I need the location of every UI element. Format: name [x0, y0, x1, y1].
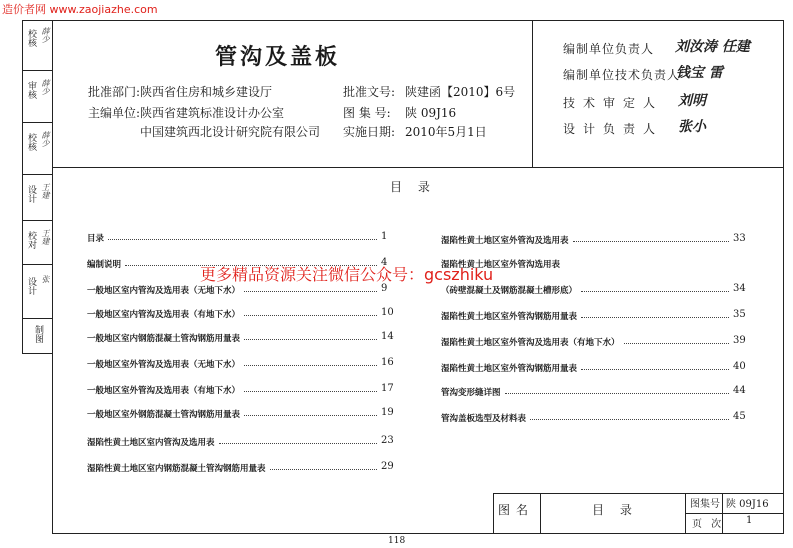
toc-entry-label[interactable]: 湿陷性黄土地区室内钢筋混凝土管沟钢筋用量表	[87, 464, 266, 474]
header-vertical-divider	[532, 21, 533, 167]
toc-leader	[505, 393, 729, 394]
toc-entry-label[interactable]: （砖壁混凝土及钢筋混凝土槽形底）	[441, 286, 578, 296]
toc-heading: 目 录	[390, 180, 436, 194]
margin-cell	[23, 221, 52, 265]
footer-line	[540, 493, 541, 533]
toc-leader	[581, 291, 729, 292]
footer-page-value: 1	[746, 515, 753, 526]
toc-entry-label[interactable]: 湿陷性黄土地区室外管沟钢筋用量表	[441, 364, 578, 374]
margin-signature: 王建	[41, 183, 50, 199]
approve-doc: 陕建函【2010】6号	[405, 85, 516, 99]
toc-entry-page[interactable]: 23	[381, 435, 394, 446]
editor-unit-1: 陕西省建筑标准设计办公室	[140, 106, 285, 120]
toc-entry-label[interactable]: 管沟盖板选型及材料表	[441, 414, 527, 424]
toc-entry-label[interactable]: 一般地区室内管沟及选用表（无地下水）	[87, 286, 241, 296]
atlas-label: 图 集 号:	[343, 106, 391, 120]
responsible-signature: 钱宝 雷	[676, 65, 723, 81]
margin-label: 校核	[26, 29, 36, 47]
toc-leader	[530, 419, 729, 420]
toc-leader	[244, 365, 377, 366]
toc-entry-page[interactable]: 4	[381, 257, 388, 268]
toc-entry-page[interactable]: 44	[733, 385, 746, 396]
margin-signature: 薛少	[41, 27, 50, 43]
toc-entry-page[interactable]: 9	[381, 283, 388, 294]
margin-label: 设计	[26, 277, 36, 295]
margin-label: 校对	[26, 231, 36, 249]
editor-unit-2: 中国建筑西北设计研究院有限公司	[140, 125, 321, 139]
margin-label: 设计	[26, 185, 36, 203]
toc-entry-label[interactable]: 管沟变形缝详图	[441, 388, 501, 398]
margin-cell	[23, 123, 52, 175]
toc-leader	[624, 343, 729, 344]
footer-atlas-label: 图集号	[690, 499, 720, 510]
header-divider	[53, 167, 783, 168]
margin-cell	[23, 175, 52, 221]
margin-signature: 薛少	[41, 131, 50, 147]
responsible-role: 编制单位负责人	[563, 42, 655, 56]
footer-top-line	[493, 493, 783, 494]
toc-entry-page[interactable]: 29	[381, 461, 394, 472]
toc-leader	[244, 291, 377, 292]
responsible-role: 技术审定人	[563, 96, 664, 110]
responsible-signature: 张小	[678, 119, 706, 135]
toc-entry-label[interactable]: 一般地区室外管沟及选用表（无地下水）	[87, 360, 241, 370]
responsible-role: 编制单位技术负责人	[563, 68, 681, 82]
toc-entry-label[interactable]: 一般地区室内管沟及选用表（有地下水）	[87, 310, 241, 320]
footer-mid-line	[685, 513, 783, 514]
page-title: 管沟及盖板	[215, 45, 341, 70]
drawing-name-label: 图名	[498, 503, 535, 517]
toc-leader	[270, 469, 377, 470]
toc-entry-page[interactable]: 19	[381, 407, 394, 418]
toc-leader	[581, 369, 729, 370]
margin-cell	[23, 265, 52, 319]
responsible-signature: 刘汝涛 任建	[675, 39, 750, 55]
toc-entry-page[interactable]: 45	[733, 411, 746, 422]
toc-entry-page[interactable]: 1	[381, 231, 388, 242]
toc-entry-page[interactable]: 39	[733, 335, 746, 346]
margin-cell	[23, 21, 52, 71]
footer-atlas-number: 陕 09J16	[726, 499, 769, 510]
toc-entry-label[interactable]: 湿陷性黄土地区室外管沟及选用表（有地下水）	[441, 338, 620, 348]
toc-leader	[581, 317, 729, 318]
footer-page-label: 页 次	[692, 519, 725, 530]
toc-entry-page[interactable]: 14	[381, 331, 394, 342]
margin-signature: 张	[41, 275, 50, 283]
footer-left-line	[493, 493, 494, 533]
margin-cell	[23, 71, 52, 123]
toc-entry-label[interactable]: 目录	[87, 234, 105, 244]
margin-label: 审核	[26, 81, 36, 99]
toc-entry-label[interactable]: 一般地区室外管沟及选用表（有地下水）	[87, 386, 241, 396]
toc-entry-page[interactable]: 33	[733, 233, 746, 244]
margin-signature: 薛少	[41, 79, 50, 95]
drawing-name: 目 录	[592, 503, 638, 517]
toc-leader	[244, 339, 377, 340]
atlas-number: 陕 09J16	[405, 106, 457, 120]
approve-dept: 陕西省住房和城乡建设厅	[140, 85, 273, 99]
page-number: 118	[388, 536, 406, 546]
toc-entry-page[interactable]: 40	[733, 361, 746, 372]
impl-label: 实施日期:	[343, 125, 396, 139]
toc-entry-page[interactable]: 16	[381, 357, 394, 368]
toc-leader	[244, 415, 377, 416]
responsible-signature: 刘明	[678, 93, 706, 109]
watermark-top: 造价者网 www.zaojiazhe.com	[2, 3, 158, 16]
editor-label: 主编单位:	[88, 106, 141, 120]
toc-entry-label[interactable]: 湿陷性黄土地区室外管沟选用表	[441, 260, 561, 270]
approve-dept-label: 批准部门:	[88, 85, 141, 99]
toc-entry-page[interactable]: 17	[381, 383, 394, 394]
toc-leader	[244, 315, 377, 316]
toc-entry-page[interactable]: 34	[733, 283, 746, 294]
margin-label: 校核	[26, 133, 36, 151]
toc-entry-label[interactable]: 湿陷性黄土地区室内管沟及选用表	[87, 438, 215, 448]
margin-label: 制图	[33, 325, 43, 343]
toc-leader	[108, 239, 377, 240]
responsible-role: 设计负责人	[563, 122, 664, 136]
toc-leader	[244, 391, 377, 392]
toc-entry-page[interactable]: 10	[381, 307, 394, 318]
toc-entry-label[interactable]: 一般地区室内钢筋混凝土管沟钢筋用量表	[87, 334, 241, 344]
signature-margin	[22, 20, 52, 354]
margin-cell	[23, 319, 52, 355]
toc-entry-label[interactable]: 湿陷性黄土地区室外管沟钢筋用量表	[441, 312, 578, 322]
toc-entry-label[interactable]: 湿陷性黄土地区室外管沟及选用表	[441, 236, 569, 246]
toc-leader	[573, 241, 729, 242]
toc-entry-label[interactable]: 编制说明	[87, 260, 122, 270]
toc-entry-page[interactable]: 35	[733, 309, 746, 320]
toc-leader	[219, 443, 377, 444]
impl-date: 2010年5月1日	[405, 125, 487, 139]
watermark-mid: 更多精品资源关注微信公众号：gcszhiku	[200, 265, 494, 284]
toc-entry-label[interactable]: 一般地区室外钢筋混凝土管沟钢筋用量表	[87, 410, 241, 420]
margin-signature: 王建	[41, 229, 50, 245]
approve-doc-label: 批准文号:	[343, 85, 396, 99]
